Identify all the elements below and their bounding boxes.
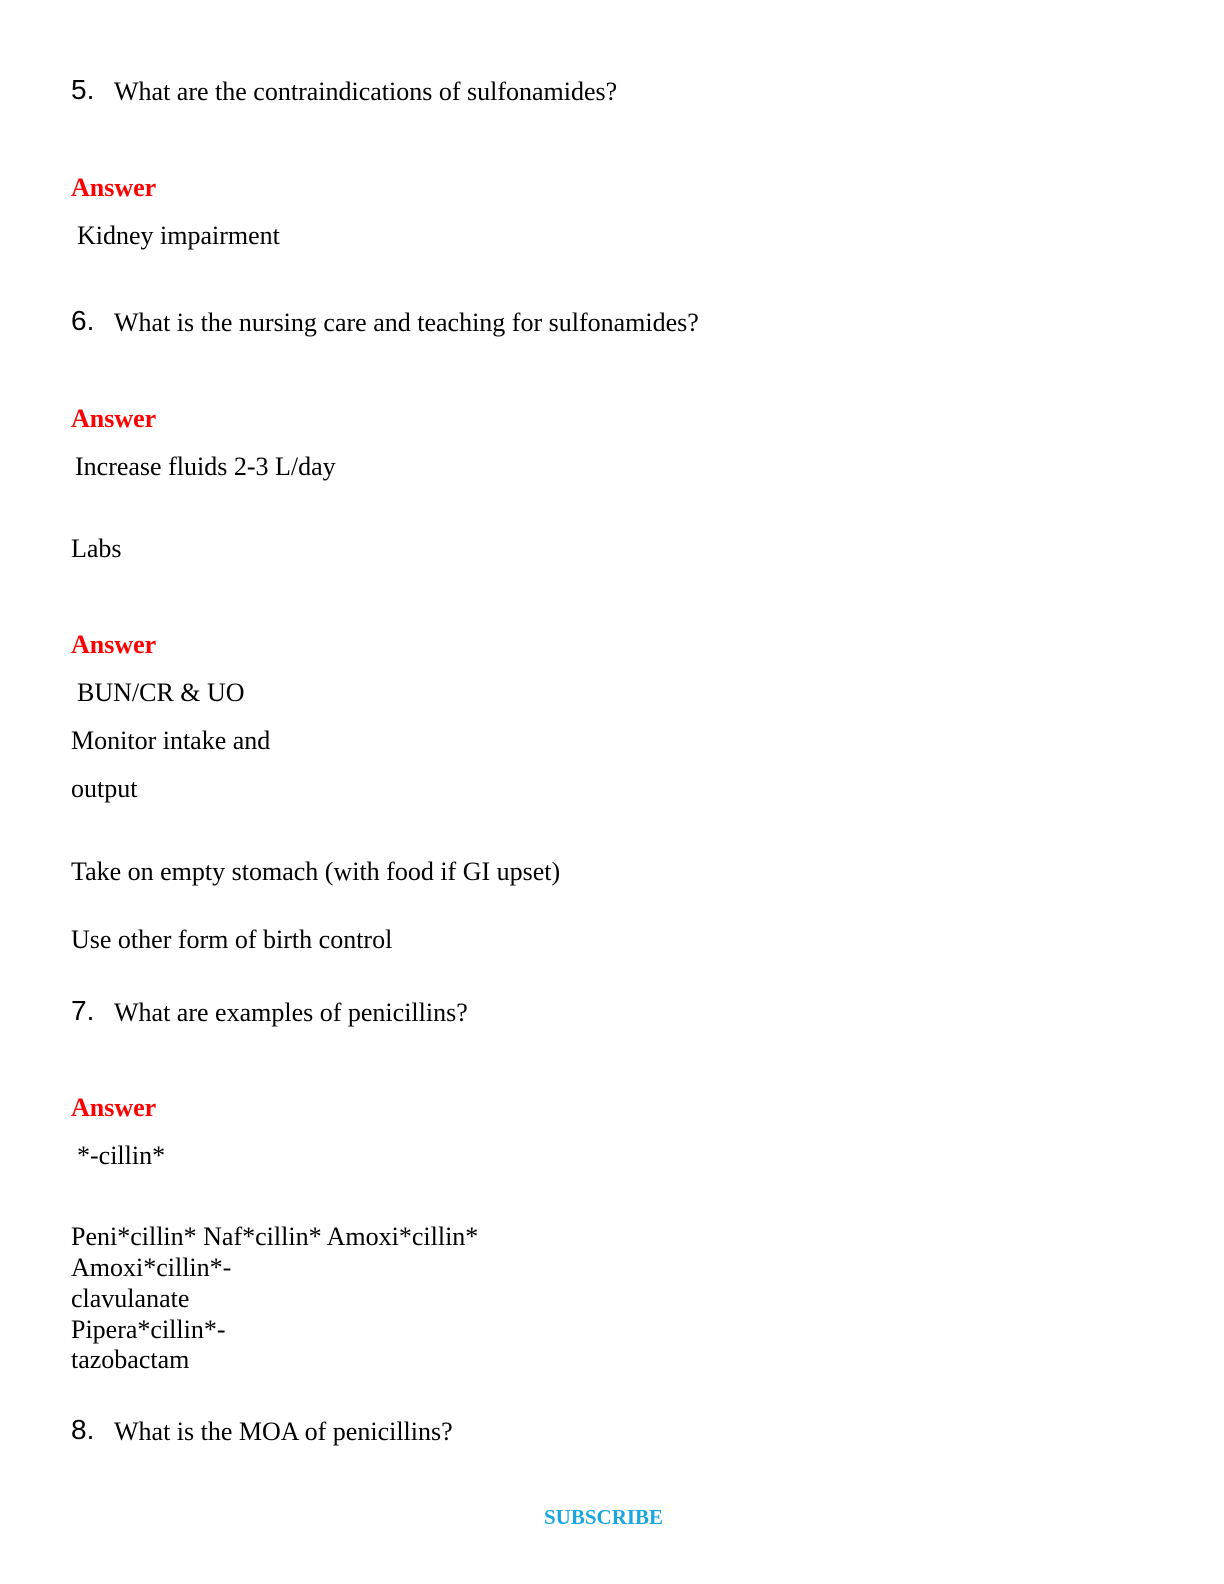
example-line: tazobactam [71,1345,190,1374]
answer-text: *-cillin* [77,1141,166,1170]
answer-label: Answer [71,1093,157,1122]
answer-label: Answer [71,630,157,659]
question-number: 8. [71,1414,95,1445]
question-text: What is the nursing care and teaching for sulfonamides? [114,308,699,337]
question-number: 5. [71,74,95,105]
answer-text: BUN/CR & UO [77,678,245,707]
example-line: Peni*cillin* Naf*cillin* Amoxi*cillin* [71,1222,479,1251]
answer-label: Answer [71,404,157,433]
example-line: clavulanate [71,1284,190,1313]
answer-label: Answer [71,173,157,202]
subscribe-link[interactable]: SUBSCRIBE [544,1505,664,1529]
answer-text: Increase fluids 2-3 L/day [75,452,336,481]
answer-text: Take on empty stomach (with food if GI upset) [71,857,561,886]
answer-text: Monitor intake and [71,726,271,755]
question-text: What is the MOA of penicillins? [114,1417,453,1446]
question-text: What are examples of penicillins? [114,998,468,1027]
labs-heading: Labs [71,534,122,563]
question-number: 6. [71,305,95,336]
question-text: What are the contraindications of sulfonamides? [114,77,618,106]
example-line: Pipera*cillin*- [71,1315,226,1344]
answer-text: Use other form of birth control [71,925,393,954]
answer-text: output [71,774,138,803]
answer-text: Kidney impairment [77,221,280,250]
example-line: Amoxi*cillin*- [71,1253,232,1282]
question-number: 7. [71,995,95,1026]
